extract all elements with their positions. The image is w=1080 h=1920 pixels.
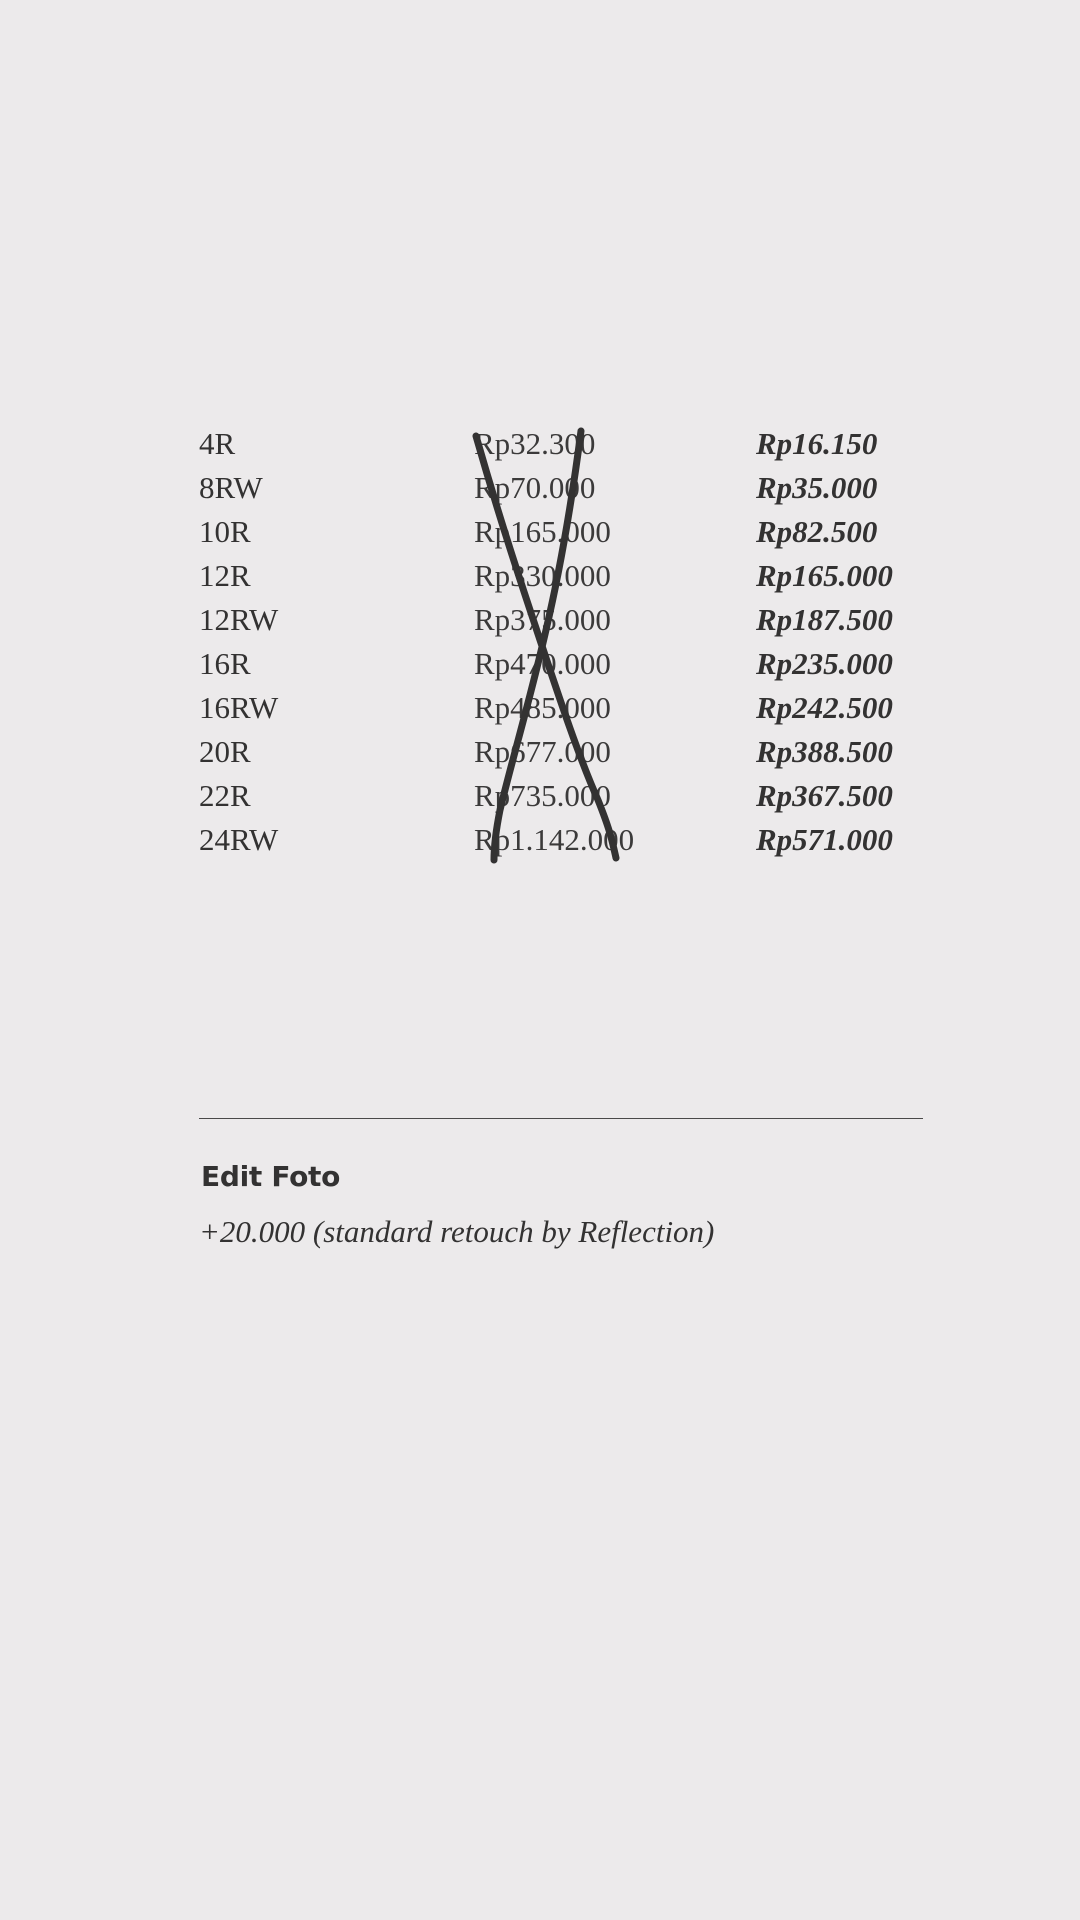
- price-row: [199, 686, 939, 730]
- price-row: [199, 774, 939, 818]
- old-price: Rp70.000: [474, 470, 596, 505]
- old-price: Rp32.300: [474, 426, 596, 461]
- new-price: Rp187.500: [756, 602, 893, 637]
- print-size: 24RW: [199, 822, 279, 857]
- price-table: [199, 422, 939, 862]
- new-price: Rp571.000: [756, 822, 893, 857]
- price-row: [199, 598, 939, 642]
- print-size: 16R: [199, 646, 251, 681]
- old-price: Rp1.142.000: [474, 822, 635, 857]
- new-price: Rp388.500: [756, 734, 893, 769]
- print-size: 12R: [199, 558, 251, 593]
- new-price: Rp242.500: [756, 690, 893, 725]
- old-price: Rp330.000: [474, 558, 611, 593]
- print-size: 4R: [199, 426, 236, 461]
- old-price: Rp165.000: [474, 514, 611, 549]
- new-price: Rp35.000: [756, 470, 878, 505]
- old-price: Rp485.000: [474, 690, 611, 725]
- new-price: Rp16.150: [756, 426, 878, 461]
- price-row: [199, 554, 939, 598]
- edit-foto-title: Edit Foto: [201, 1160, 341, 1193]
- price-row: [199, 642, 939, 686]
- price-row: [199, 510, 939, 554]
- old-price: Rp735.000: [474, 778, 611, 813]
- new-price: Rp82.500: [756, 514, 878, 549]
- new-price: Rp165.000: [756, 558, 893, 593]
- old-price: Rp677.000: [474, 734, 611, 769]
- new-price: Rp367.500: [756, 778, 893, 813]
- new-price: Rp235.000: [756, 646, 893, 681]
- print-size: 12RW: [199, 602, 279, 637]
- section-divider: [199, 1118, 923, 1119]
- edit-foto-description: +20.000 (standard retouch by Reflection): [199, 1214, 715, 1249]
- print-size: 20R: [199, 734, 251, 769]
- print-size: 16RW: [199, 690, 279, 725]
- print-size: 22R: [199, 778, 251, 813]
- print-size: 10R: [199, 514, 251, 549]
- price-row: [199, 466, 939, 510]
- old-price: Rp470.000: [474, 646, 611, 681]
- price-row: [199, 422, 939, 466]
- old-price: Rp375.000: [474, 602, 611, 637]
- print-size: 8RW: [199, 470, 263, 505]
- price-row: [199, 730, 939, 774]
- price-row: [199, 818, 939, 862]
